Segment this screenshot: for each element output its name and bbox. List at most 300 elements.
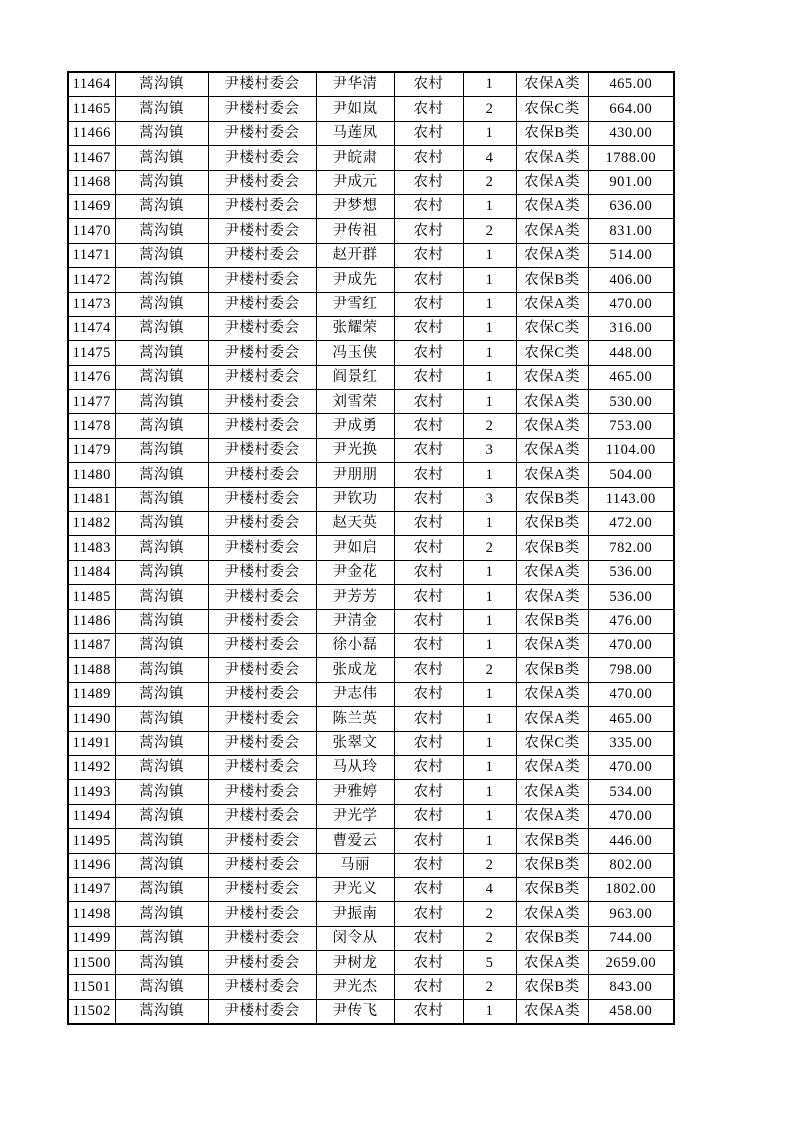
cell-residence-type: 农村 — [394, 804, 463, 828]
cell-person-name: 尹皖肃 — [316, 146, 394, 170]
cell-village-committee: 尹楼村委会 — [208, 536, 316, 560]
cell-town: 蒿沟镇 — [115, 243, 208, 267]
cell-record-id: 11476 — [68, 365, 115, 389]
cell-residence-type: 农村 — [394, 194, 463, 218]
cell-town: 蒿沟镇 — [115, 877, 208, 901]
cell-village-committee: 尹楼村委会 — [208, 292, 316, 316]
cell-amount: 472.00 — [588, 512, 674, 536]
cell-village-committee: 尹楼村委会 — [208, 877, 316, 901]
table-row — [68, 951, 674, 975]
cell-town: 蒿沟镇 — [115, 609, 208, 633]
cell-town: 蒿沟镇 — [115, 658, 208, 682]
cell-town: 蒿沟镇 — [115, 926, 208, 950]
cell-village-committee: 尹楼村委会 — [208, 804, 316, 828]
cell-village-committee: 尹楼村委会 — [208, 243, 316, 267]
cell-insurance-category: 农保A类 — [516, 999, 588, 1024]
cell-record-id: 11473 — [68, 292, 115, 316]
cell-insurance-category: 农保A类 — [516, 170, 588, 194]
cell-village-committee: 尹楼村委会 — [208, 121, 316, 145]
table-row — [68, 219, 674, 243]
table-body — [68, 72, 674, 1024]
cell-amount: 406.00 — [588, 268, 674, 292]
cell-insurance-category: 农保A类 — [516, 243, 588, 267]
cell-town: 蒿沟镇 — [115, 560, 208, 584]
cell-residence-type: 农村 — [394, 731, 463, 755]
cell-person-count: 1 — [463, 72, 516, 97]
cell-person-count: 1 — [463, 463, 516, 487]
cell-person-name: 尹振南 — [316, 902, 394, 926]
cell-person-count: 2 — [463, 853, 516, 877]
cell-residence-type: 农村 — [394, 121, 463, 145]
table-row — [68, 268, 674, 292]
table-row — [68, 877, 674, 901]
cell-amount: 753.00 — [588, 414, 674, 438]
cell-insurance-category: 农保C类 — [516, 97, 588, 121]
cell-town: 蒿沟镇 — [115, 292, 208, 316]
cell-residence-type: 农村 — [394, 487, 463, 511]
cell-village-committee: 尹楼村委会 — [208, 438, 316, 462]
cell-residence-type: 农村 — [394, 829, 463, 853]
cell-insurance-category: 农保A类 — [516, 194, 588, 218]
cell-residence-type: 农村 — [394, 633, 463, 657]
cell-village-committee: 尹楼村委会 — [208, 902, 316, 926]
cell-record-id: 11475 — [68, 341, 115, 365]
cell-insurance-category: 农保B类 — [516, 121, 588, 145]
cell-person-count: 4 — [463, 146, 516, 170]
cell-town: 蒿沟镇 — [115, 390, 208, 414]
cell-person-name: 尹梦想 — [316, 194, 394, 218]
cell-person-name: 尹如启 — [316, 536, 394, 560]
cell-village-committee: 尹楼村委会 — [208, 268, 316, 292]
cell-record-id: 11469 — [68, 194, 115, 218]
cell-amount: 470.00 — [588, 633, 674, 657]
table-row — [68, 72, 674, 97]
cell-person-name: 尹成勇 — [316, 414, 394, 438]
cell-amount: 476.00 — [588, 609, 674, 633]
cell-amount: 514.00 — [588, 243, 674, 267]
cell-person-count: 1 — [463, 731, 516, 755]
cell-residence-type: 农村 — [394, 682, 463, 706]
cell-person-count: 4 — [463, 877, 516, 901]
table-row — [68, 926, 674, 950]
cell-village-committee: 尹楼村委会 — [208, 219, 316, 243]
cell-person-name: 曹爱云 — [316, 829, 394, 853]
cell-amount: 2659.00 — [588, 951, 674, 975]
table-row — [68, 853, 674, 877]
cell-record-id: 11478 — [68, 414, 115, 438]
cell-residence-type: 农村 — [394, 146, 463, 170]
cell-person-count: 2 — [463, 97, 516, 121]
cell-person-count: 2 — [463, 658, 516, 682]
cell-village-committee: 尹楼村委会 — [208, 390, 316, 414]
cell-village-committee: 尹楼村委会 — [208, 72, 316, 97]
cell-town: 蒿沟镇 — [115, 268, 208, 292]
cell-record-id: 11468 — [68, 170, 115, 194]
table-row — [68, 292, 674, 316]
cell-person-name: 尹成元 — [316, 170, 394, 194]
cell-residence-type: 农村 — [394, 438, 463, 462]
cell-record-id: 11496 — [68, 853, 115, 877]
table-row — [68, 365, 674, 389]
cell-amount: 470.00 — [588, 682, 674, 706]
cell-amount: 798.00 — [588, 658, 674, 682]
cell-person-name: 刘雪荣 — [316, 390, 394, 414]
cell-village-committee: 尹楼村委会 — [208, 170, 316, 194]
cell-town: 蒿沟镇 — [115, 829, 208, 853]
cell-person-name: 尹金花 — [316, 560, 394, 584]
cell-town: 蒿沟镇 — [115, 999, 208, 1024]
cell-person-name: 尹雪红 — [316, 292, 394, 316]
cell-amount: 465.00 — [588, 72, 674, 97]
cell-residence-type: 农村 — [394, 975, 463, 999]
cell-residence-type: 农村 — [394, 707, 463, 731]
cell-amount: 901.00 — [588, 170, 674, 194]
cell-village-committee: 尹楼村委会 — [208, 707, 316, 731]
cell-person-name: 赵天英 — [316, 512, 394, 536]
cell-person-count: 1 — [463, 365, 516, 389]
cell-record-id: 11474 — [68, 316, 115, 340]
cell-village-committee: 尹楼村委会 — [208, 97, 316, 121]
cell-amount: 430.00 — [588, 121, 674, 145]
cell-amount: 831.00 — [588, 219, 674, 243]
table-row — [68, 755, 674, 779]
table-row — [68, 633, 674, 657]
cell-amount: 335.00 — [588, 731, 674, 755]
cell-village-committee: 尹楼村委会 — [208, 682, 316, 706]
cell-person-count: 2 — [463, 536, 516, 560]
cell-insurance-category: 农保C类 — [516, 341, 588, 365]
cell-insurance-category: 农保C类 — [516, 731, 588, 755]
cell-person-name: 尹如岚 — [316, 97, 394, 121]
cell-village-committee: 尹楼村委会 — [208, 560, 316, 584]
cell-insurance-category: 农保B类 — [516, 658, 588, 682]
cell-town: 蒿沟镇 — [115, 146, 208, 170]
cell-person-name: 尹光义 — [316, 877, 394, 901]
cell-record-id: 11492 — [68, 755, 115, 779]
cell-village-committee: 尹楼村委会 — [208, 755, 316, 779]
cell-person-count: 1 — [463, 194, 516, 218]
table-row — [68, 999, 674, 1024]
table-row — [68, 804, 674, 828]
cell-person-name: 尹光学 — [316, 804, 394, 828]
cell-person-count: 1 — [463, 121, 516, 145]
cell-person-count: 2 — [463, 170, 516, 194]
cell-town: 蒿沟镇 — [115, 414, 208, 438]
cell-insurance-category: 农保A类 — [516, 804, 588, 828]
cell-amount: 458.00 — [588, 999, 674, 1024]
cell-insurance-category: 农保C类 — [516, 316, 588, 340]
table-row — [68, 170, 674, 194]
cell-village-committee: 尹楼村委会 — [208, 829, 316, 853]
cell-person-name: 尹传祖 — [316, 219, 394, 243]
cell-person-count: 2 — [463, 926, 516, 950]
table-row — [68, 487, 674, 511]
cell-village-committee: 尹楼村委会 — [208, 512, 316, 536]
cell-person-count: 2 — [463, 219, 516, 243]
table-row — [68, 975, 674, 999]
cell-person-name: 阎景红 — [316, 365, 394, 389]
cell-person-name: 张耀荣 — [316, 316, 394, 340]
cell-record-id: 11471 — [68, 243, 115, 267]
cell-insurance-category: 农保B类 — [516, 829, 588, 853]
cell-person-name: 马莲凤 — [316, 121, 394, 145]
cell-town: 蒿沟镇 — [115, 512, 208, 536]
cell-town: 蒿沟镇 — [115, 365, 208, 389]
cell-amount: 963.00 — [588, 902, 674, 926]
cell-village-committee: 尹楼村委会 — [208, 975, 316, 999]
cell-record-id: 11484 — [68, 560, 115, 584]
cell-record-id: 11499 — [68, 926, 115, 950]
cell-insurance-category: 农保B类 — [516, 926, 588, 950]
cell-town: 蒿沟镇 — [115, 682, 208, 706]
cell-person-count: 1 — [463, 999, 516, 1024]
cell-person-count: 1 — [463, 268, 516, 292]
table-row — [68, 585, 674, 609]
cell-record-id: 11482 — [68, 512, 115, 536]
cell-person-name: 张成龙 — [316, 658, 394, 682]
cell-person-name: 尹光杰 — [316, 975, 394, 999]
cell-person-name: 马丽 — [316, 853, 394, 877]
cell-amount: 636.00 — [588, 194, 674, 218]
cell-person-name: 尹传飞 — [316, 999, 394, 1024]
cell-town: 蒿沟镇 — [115, 121, 208, 145]
cell-person-name: 尹清金 — [316, 609, 394, 633]
cell-record-id: 11500 — [68, 951, 115, 975]
cell-amount: 1788.00 — [588, 146, 674, 170]
cell-insurance-category: 农保A类 — [516, 755, 588, 779]
cell-amount: 536.00 — [588, 585, 674, 609]
cell-record-id: 11487 — [68, 633, 115, 657]
cell-amount: 470.00 — [588, 755, 674, 779]
cell-amount: 843.00 — [588, 975, 674, 999]
cell-town: 蒿沟镇 — [115, 536, 208, 560]
cell-residence-type: 农村 — [394, 877, 463, 901]
cell-amount: 504.00 — [588, 463, 674, 487]
cell-person-count: 3 — [463, 487, 516, 511]
cell-village-committee: 尹楼村委会 — [208, 633, 316, 657]
table-row — [68, 682, 674, 706]
table-row — [68, 780, 674, 804]
table-row — [68, 609, 674, 633]
cell-residence-type: 农村 — [394, 316, 463, 340]
cell-amount: 782.00 — [588, 536, 674, 560]
cell-insurance-category: 农保A类 — [516, 390, 588, 414]
cell-residence-type: 农村 — [394, 390, 463, 414]
table-row — [68, 97, 674, 121]
cell-person-name: 尹雅婷 — [316, 780, 394, 804]
cell-insurance-category: 农保A类 — [516, 585, 588, 609]
cell-person-name: 尹光换 — [316, 438, 394, 462]
table-row — [68, 902, 674, 926]
cell-person-name: 徐小磊 — [316, 633, 394, 657]
cell-record-id: 11495 — [68, 829, 115, 853]
cell-residence-type: 农村 — [394, 365, 463, 389]
cell-amount: 446.00 — [588, 829, 674, 853]
cell-insurance-category: 农保A类 — [516, 560, 588, 584]
cell-insurance-category: 农保A类 — [516, 438, 588, 462]
cell-person-name: 冯玉侠 — [316, 341, 394, 365]
cell-insurance-category: 农保B类 — [516, 877, 588, 901]
cell-insurance-category: 农保A类 — [516, 414, 588, 438]
table-row — [68, 194, 674, 218]
cell-residence-type: 农村 — [394, 72, 463, 97]
cell-person-count: 2 — [463, 414, 516, 438]
cell-person-count: 5 — [463, 951, 516, 975]
table-row — [68, 731, 674, 755]
cell-record-id: 11483 — [68, 536, 115, 560]
cell-residence-type: 农村 — [394, 560, 463, 584]
cell-town: 蒿沟镇 — [115, 975, 208, 999]
cell-person-count: 3 — [463, 438, 516, 462]
table-row — [68, 463, 674, 487]
cell-amount: 1802.00 — [588, 877, 674, 901]
table-row — [68, 829, 674, 853]
cell-record-id: 11464 — [68, 72, 115, 97]
cell-person-name: 尹钦功 — [316, 487, 394, 511]
cell-residence-type: 农村 — [394, 585, 463, 609]
cell-record-id: 11488 — [68, 658, 115, 682]
cell-town: 蒿沟镇 — [115, 853, 208, 877]
cell-town: 蒿沟镇 — [115, 633, 208, 657]
cell-person-count: 1 — [463, 633, 516, 657]
cell-town: 蒿沟镇 — [115, 72, 208, 97]
cell-person-count: 1 — [463, 804, 516, 828]
cell-town: 蒿沟镇 — [115, 951, 208, 975]
cell-town: 蒿沟镇 — [115, 755, 208, 779]
cell-person-name: 尹志伟 — [316, 682, 394, 706]
cell-insurance-category: 农保A类 — [516, 463, 588, 487]
cell-insurance-category: 农保A类 — [516, 951, 588, 975]
cell-residence-type: 农村 — [394, 414, 463, 438]
cell-person-count: 2 — [463, 902, 516, 926]
cell-village-committee: 尹楼村委会 — [208, 731, 316, 755]
cell-town: 蒿沟镇 — [115, 804, 208, 828]
cell-town: 蒿沟镇 — [115, 902, 208, 926]
cell-residence-type: 农村 — [394, 170, 463, 194]
table-row — [68, 414, 674, 438]
cell-person-count: 2 — [463, 975, 516, 999]
cell-person-name: 尹芳芳 — [316, 585, 394, 609]
cell-record-id: 11494 — [68, 804, 115, 828]
table-row — [68, 707, 674, 731]
table-row — [68, 560, 674, 584]
cell-residence-type: 农村 — [394, 463, 463, 487]
cell-amount: 802.00 — [588, 853, 674, 877]
cell-amount: 316.00 — [588, 316, 674, 340]
cell-record-id: 11472 — [68, 268, 115, 292]
table-row — [68, 438, 674, 462]
cell-village-committee: 尹楼村委会 — [208, 414, 316, 438]
cell-village-committee: 尹楼村委会 — [208, 194, 316, 218]
cell-person-count: 1 — [463, 292, 516, 316]
cell-record-id: 11467 — [68, 146, 115, 170]
cell-insurance-category: 农保A类 — [516, 633, 588, 657]
cell-person-count: 1 — [463, 780, 516, 804]
cell-amount: 465.00 — [588, 707, 674, 731]
cell-residence-type: 农村 — [394, 512, 463, 536]
cell-record-id: 11502 — [68, 999, 115, 1024]
cell-record-id: 11491 — [68, 731, 115, 755]
cell-residence-type: 农村 — [394, 926, 463, 950]
cell-insurance-category: 农保A类 — [516, 707, 588, 731]
cell-person-name: 尹成先 — [316, 268, 394, 292]
cell-person-count: 1 — [463, 390, 516, 414]
cell-village-committee: 尹楼村委会 — [208, 341, 316, 365]
cell-record-id: 11489 — [68, 682, 115, 706]
cell-person-name: 尹树龙 — [316, 951, 394, 975]
cell-amount: 744.00 — [588, 926, 674, 950]
cell-insurance-category: 农保A类 — [516, 219, 588, 243]
cell-amount: 1104.00 — [588, 438, 674, 462]
cell-record-id: 11481 — [68, 487, 115, 511]
cell-person-count: 1 — [463, 829, 516, 853]
cell-person-count: 1 — [463, 341, 516, 365]
cell-record-id: 11497 — [68, 877, 115, 901]
cell-person-count: 1 — [463, 585, 516, 609]
cell-residence-type: 农村 — [394, 609, 463, 633]
cell-village-committee: 尹楼村委会 — [208, 999, 316, 1024]
cell-town: 蒿沟镇 — [115, 341, 208, 365]
cell-record-id: 11493 — [68, 780, 115, 804]
cell-town: 蒿沟镇 — [115, 707, 208, 731]
cell-person-count: 1 — [463, 316, 516, 340]
cell-town: 蒿沟镇 — [115, 780, 208, 804]
cell-residence-type: 农村 — [394, 243, 463, 267]
cell-person-count: 1 — [463, 707, 516, 731]
cell-town: 蒿沟镇 — [115, 97, 208, 121]
table-row — [68, 121, 674, 145]
cell-residence-type: 农村 — [394, 536, 463, 560]
cell-person-count: 1 — [463, 682, 516, 706]
cell-amount: 470.00 — [588, 292, 674, 316]
table-row — [68, 512, 674, 536]
cell-person-name: 张翠文 — [316, 731, 394, 755]
cell-record-id: 11477 — [68, 390, 115, 414]
cell-insurance-category: 农保A类 — [516, 72, 588, 97]
cell-insurance-category: 农保B类 — [516, 853, 588, 877]
cell-town: 蒿沟镇 — [115, 316, 208, 340]
cell-village-committee: 尹楼村委会 — [208, 853, 316, 877]
cell-person-count: 1 — [463, 609, 516, 633]
cell-amount: 448.00 — [588, 341, 674, 365]
cell-person-name: 尹朋朋 — [316, 463, 394, 487]
cell-insurance-category: 农保B类 — [516, 512, 588, 536]
cell-record-id: 11479 — [68, 438, 115, 462]
cell-record-id: 11490 — [68, 707, 115, 731]
cell-village-committee: 尹楼村委会 — [208, 146, 316, 170]
cell-village-committee: 尹楼村委会 — [208, 609, 316, 633]
cell-person-name: 闵令从 — [316, 926, 394, 950]
cell-insurance-category: 农保A类 — [516, 902, 588, 926]
cell-record-id: 11470 — [68, 219, 115, 243]
cell-town: 蒿沟镇 — [115, 438, 208, 462]
cell-village-committee: 尹楼村委会 — [208, 365, 316, 389]
cell-amount: 470.00 — [588, 804, 674, 828]
cell-person-name: 陈兰英 — [316, 707, 394, 731]
cell-residence-type: 农村 — [394, 219, 463, 243]
cell-residence-type: 农村 — [394, 658, 463, 682]
cell-record-id: 11498 — [68, 902, 115, 926]
cell-person-name: 赵开群 — [316, 243, 394, 267]
table-row — [68, 341, 674, 365]
cell-person-name: 马从玲 — [316, 755, 394, 779]
cell-record-id: 11480 — [68, 463, 115, 487]
cell-record-id: 11501 — [68, 975, 115, 999]
cell-amount: 536.00 — [588, 560, 674, 584]
cell-insurance-category: 农保B类 — [516, 609, 588, 633]
cell-person-count: 1 — [463, 755, 516, 779]
cell-record-id: 11466 — [68, 121, 115, 145]
